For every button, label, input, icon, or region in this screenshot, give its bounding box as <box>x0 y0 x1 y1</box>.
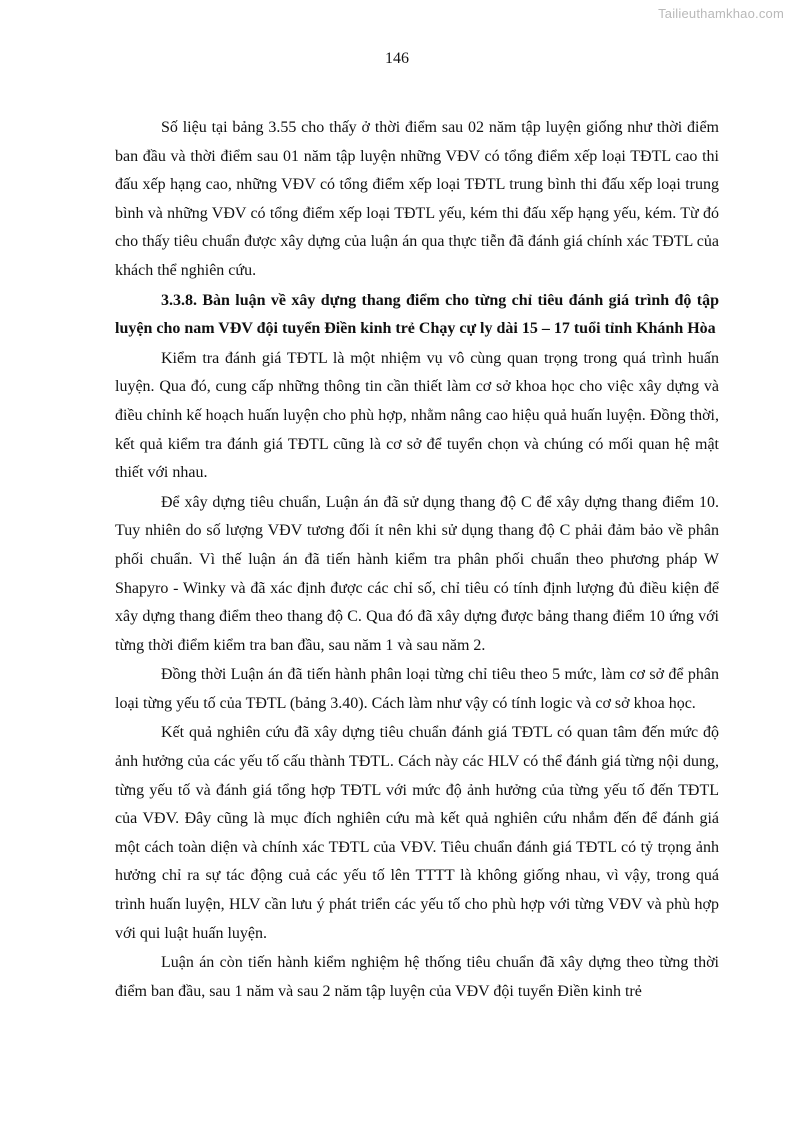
page-number: 146 <box>385 50 409 67</box>
paragraph-3: Để xây dựng tiêu chuẩn, Luận án đã sử dụng thang độ C để xây dựng thang điểm 10. Tuy nhiên do số lượng VĐV tương đối ít nên khi sử dụng thang độ C phải đảm bảo về phân phối chuẩn. Vì thế luận án đã tiến hành kiểm tra phân phối chuẩn theo phương pháp W Shapyro - Winky và đã xác định được các chỉ số, chỉ tiêu có tính định lượng đủ điều kiện để xây dựng thang điểm theo thang độ C. Qua đó đã xây dựng được bảng thang điểm 10 ứng với từng thời điểm kiểm tra ban đầu, sau năm 1 và sau năm 2. <box>115 493 719 654</box>
paragraph-1: Số liệu tại bảng 3.55 cho thấy ở thời điểm sau 02 năm tập luyện giống như thời điểm ban đầu và thời điểm sau 01 năm tập luyện những VĐV có tổng điểm xếp loại TĐTL cao thi đấu xếp hạng cao, những VĐV có tổng điểm xếp loại TĐTL trung bình thi đấu xếp loại trung bình và những VĐV có tổng điểm xếp loại TĐTL yếu, kém thi đấu xếp hạng yếu, kém. Từ đó cho thấy tiêu chuẩn được xây dựng của luận án qua thực tiễn đã đánh giá chính xác TĐTL của khách thể nghiên cứu. <box>115 119 719 279</box>
paragraph-5: Kết quả nghiên cứu đã xây dựng tiêu chuẩn đánh giá TĐTL có quan tâm đến mức độ ảnh hưởng của các yếu tố cấu thành TĐTL. Cách này các HLV có thể đánh giá từng nội dung, từng yếu tố và đánh giá tổng hợp TĐTL với mức độ ảnh hưởng của từng yếu tố đến TĐTL của VĐV. Đây cũng là mục đích nghiên cứu mà kết quả nghiên cứu nhắm đến để đánh giá một cách toàn diện và chính xác TĐTL của VĐV. Tiêu chuẩn đánh giá TĐTL có tỷ trọng ảnh hưởng chỉ ra sự tác động cuả các yếu tố lên TTTT là không giống nhau, vì vậy, trong quá trình huấn luyện, HLV cần lưu ý phát triển các yếu tố cho phù hợp với từng VĐV và phù hợp với qui luật huấn luyện. <box>115 724 719 942</box>
paragraph-2: Kiểm tra đánh giá TĐTL là một nhiệm vụ vô cùng quan trọng trong quá trình huấn luyện. Qua đó, cung cấp những thông tin cần thiết làm cơ sở khoa học cho việc xây dựng và điều chỉnh kế hoạch huấn luyện cho phù hợp, nhằm nâng cao hiệu quả huấn luyện. Đồng thời, kết quả kiểm tra đánh giá TĐTL cũng là cơ sở để tuyển chọn và chúng có mối quan hệ mật thiết với nhau. <box>115 349 719 482</box>
paragraph-6: Luận án còn tiến hành kiểm nghiệm hệ thống tiêu chuẩn đã xây dựng theo từng thời điểm ban đầu, sau 1 năm và sau 2 năm tập luyện của VĐV đội tuyển Điền kinh trẻ <box>115 954 719 1000</box>
paragraph-4: Đồng thời Luận án đã tiến hành phân loại từng chỉ tiêu theo 5 mức, làm cơ sở để phân loại từng yếu tố của TĐTL (bảng 3.40). Cách làm như vậy có tính logic và cơ sở khoa học. <box>115 666 719 712</box>
section-heading: 3.3.8. Bàn luận về xây dựng thang điểm cho từng chỉ tiêu đánh giá trình độ tập luyện cho nam VĐV đội tuyển Điền kinh trẻ Chạy cự ly dài 15 – 17 tuổi tỉnh Khánh Hòa <box>115 291 719 338</box>
watermark: Tailieuthamkhao.com <box>658 6 784 21</box>
document-body <box>115 114 719 1007</box>
